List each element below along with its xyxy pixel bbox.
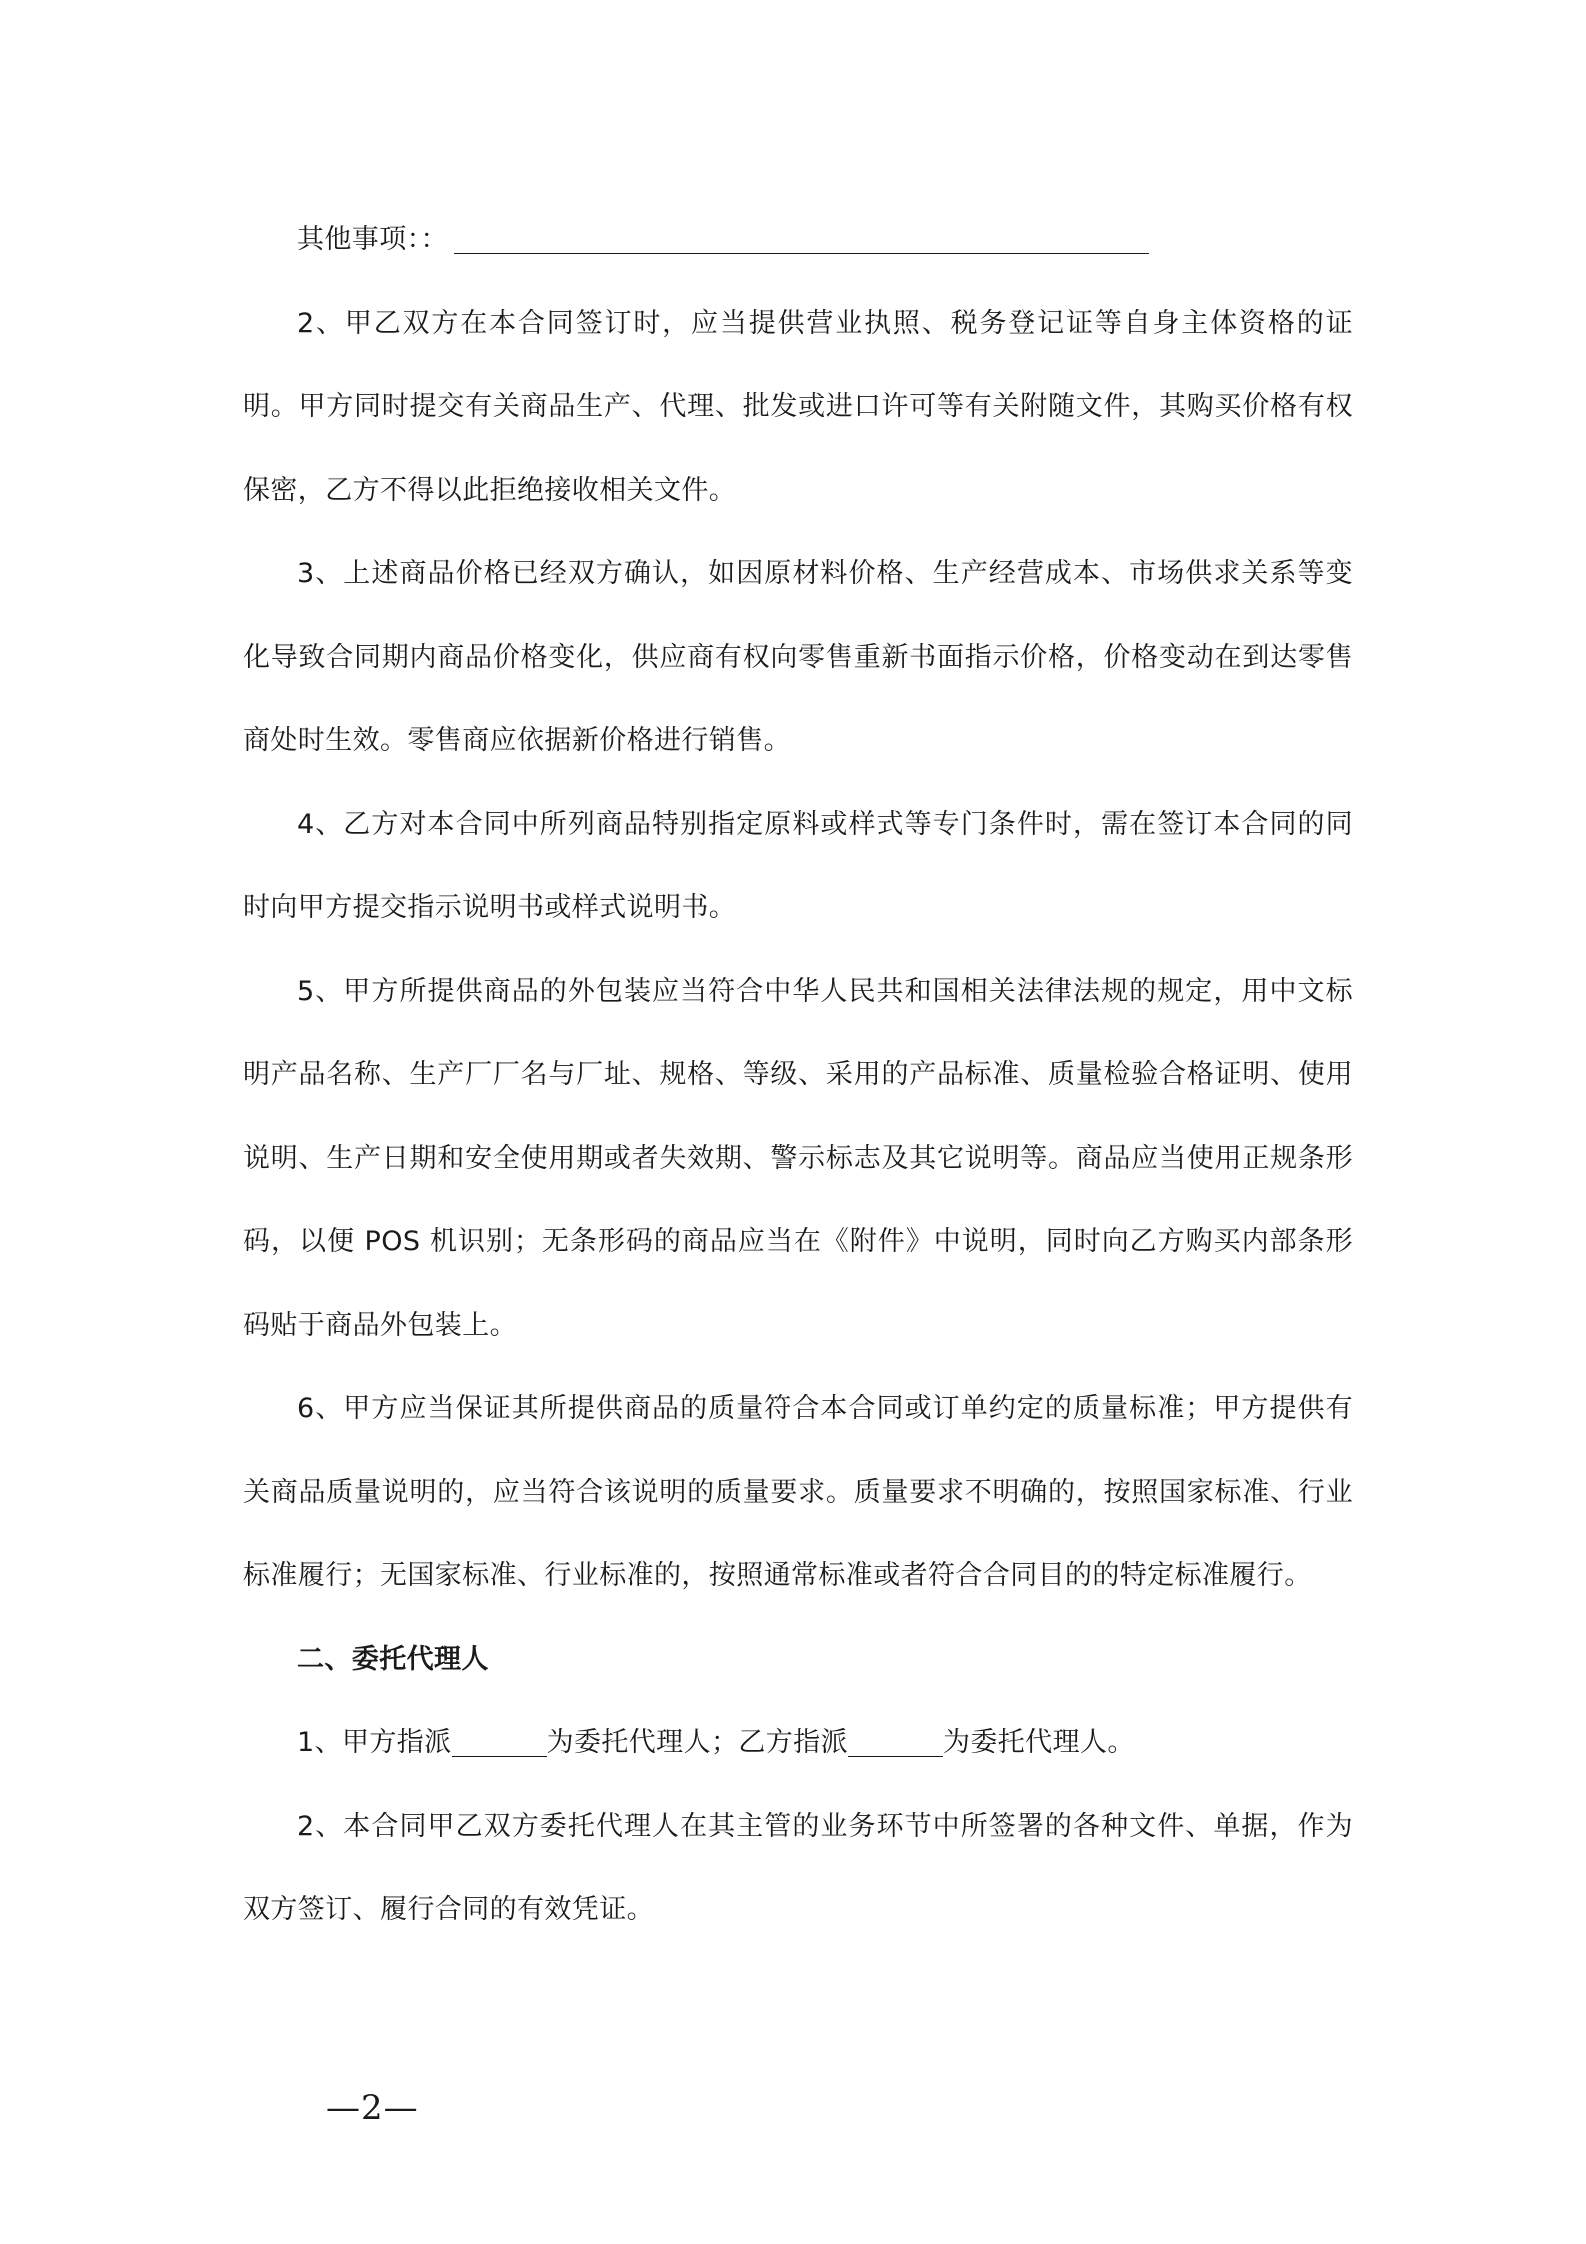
section-heading-agent: 二、委托代理人 bbox=[297, 1643, 489, 1675]
agent-designation-clause bbox=[243, 1701, 1353, 1785]
paragraph-special-specification: 4、乙方对本合同中所列商品特别指定原料或样式等专门条件时，需在签订本合同的同时向甲方提交指示说明书或样式说明书。 bbox=[243, 808, 1353, 923]
agent-clause-part3: 为委托代理人。 bbox=[942, 1727, 1135, 1758]
paragraph-price-change: 3、上述商品价格已经双方确认，如因原材料价格、生产经营成本、市场供求关系等变化导致合同期内商品价格变化，供应商有权向零售重新书面指示价格，价格变动在到达零售商处时生效。零售商应依据新价格进行销售。 bbox=[243, 558, 1353, 756]
other-matters-line bbox=[243, 198, 1353, 282]
party-a-agent-blank bbox=[452, 1726, 547, 1757]
paragraph-packaging: 5、甲方所提供商品的外包装应当符合中华人民共和国相关法律法规的规定，用中文标明产品名称、生产厂厂名与厂址、规格、等级、采用的产品标准、质量检验合格证明、使用说明、生产日期和安全使用期或者失效期、警示标志及其它说明等。商品应当使用正规条形码，以便 POS 机识别；无条形码的商品应当在《附件》中说明，同时向乙方购买内部条形码贴于商品外包装上。 bbox=[243, 975, 1353, 1341]
document-body bbox=[243, 198, 1353, 1952]
paragraph-agent-documents: 2、本合同甲乙双方委托代理人在其主管的业务环节中所签署的各种文件、单据，作为双方签订、履行合同的有效凭证。 bbox=[243, 1810, 1353, 1925]
other-matters-label: 其他事项：： bbox=[297, 224, 448, 255]
paragraph-quality: 6、甲方应当保证其所提供商品的质量符合本合同或订单约定的质量标准；甲方提供有关商品质量说明的，应当符合该说明的质量要求。质量要求不明确的，按照国家标准、行业标准履行；无国家标准、行业标准的，按照通常标准或者符合合同目的的特定标准履行。 bbox=[243, 1393, 1353, 1591]
page-number: —2— bbox=[326, 2088, 419, 2128]
paragraph-qualification: 2、甲乙双方在本合同签订时，应当提供营业执照、税务登记证等自身主体资格的证明。甲方同时提交有关商品生产、代理、批发或进口许可等有关附随文件，其购买价格有权保密，乙方不得以此拒绝接收相关文件。 bbox=[243, 307, 1353, 506]
other-matters-blank bbox=[454, 223, 1149, 254]
agent-clause-part2: 为委托代理人；乙方指派 bbox=[546, 1727, 848, 1758]
agent-clause-part1: 1、甲方指派 bbox=[297, 1727, 452, 1758]
party-b-agent-blank bbox=[848, 1726, 943, 1757]
